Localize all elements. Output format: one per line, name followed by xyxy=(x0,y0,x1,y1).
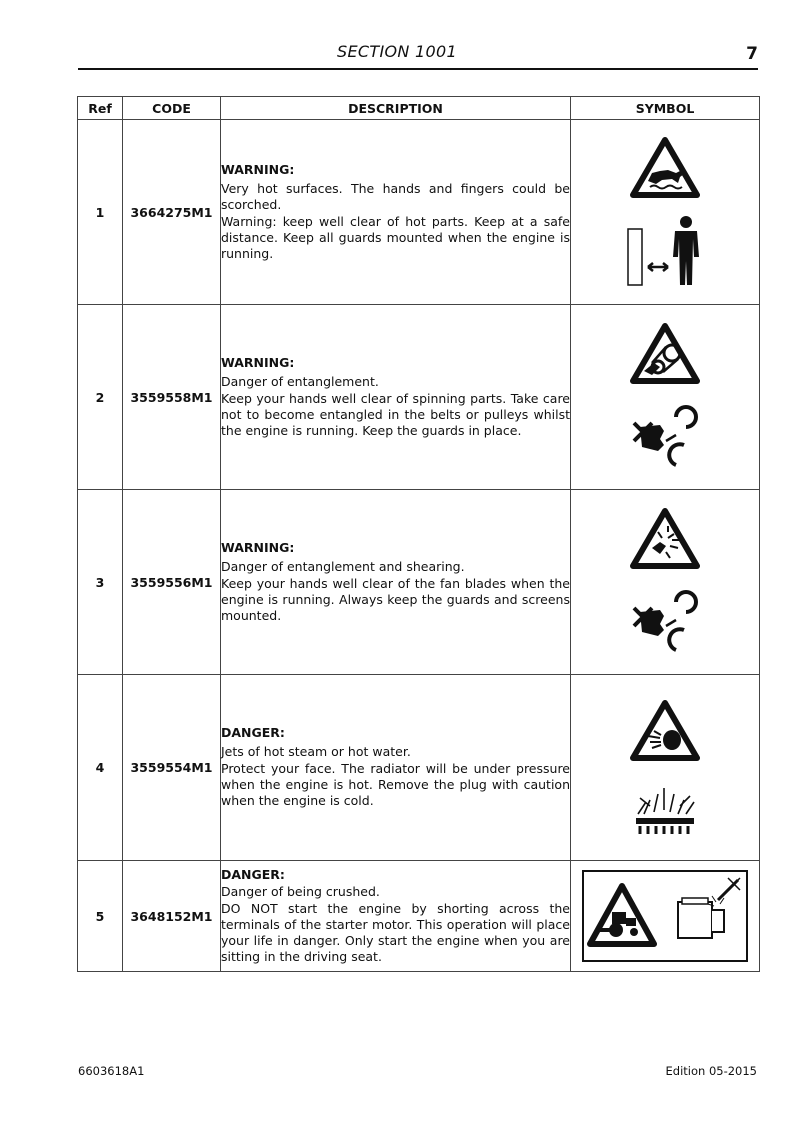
rotating-parts-hand-icon xyxy=(630,590,700,656)
description-line: Keep your hands well clear of spinning parts. Take care not to become entangled in the belts or pulleys whilst the engine is running. Keep the guards in place. xyxy=(221,390,570,438)
row-symbol xyxy=(571,675,760,861)
rotating-parts-hand-icon xyxy=(630,405,700,471)
description-line: Danger of entanglement and shearing. xyxy=(221,558,465,574)
edition-label: Edition 05-2015 xyxy=(665,1064,757,1078)
description-line: Jets of hot steam or hot water. xyxy=(221,744,411,759)
row-code: 3559556M1 xyxy=(123,490,221,675)
description-heading: WARNING: xyxy=(221,354,295,370)
row-ref: 2 xyxy=(78,305,123,490)
safety-symbols-table xyxy=(77,96,760,972)
table-row xyxy=(78,305,760,490)
row-description xyxy=(221,490,571,675)
belt-entanglement-warning-icon xyxy=(630,323,700,385)
description-heading: WARNING: xyxy=(221,539,295,555)
header-ref: Ref xyxy=(78,97,123,120)
header-symbol: SYMBOL xyxy=(571,97,760,120)
hot-surface-warning-icon xyxy=(630,137,700,199)
description-line: Danger of being crushed. xyxy=(221,883,380,899)
description-heading: DANGER: xyxy=(221,866,285,882)
page-number: 7 xyxy=(746,44,758,64)
row-ref: 4 xyxy=(78,675,123,861)
row-ref: 5 xyxy=(78,861,123,972)
table-row xyxy=(78,120,760,305)
header-description: DESCRIPTION xyxy=(221,97,571,120)
row-symbol xyxy=(571,305,760,490)
crush-danger-panel xyxy=(582,870,748,962)
row-ref: 1 xyxy=(78,120,123,305)
section-title: SECTION 1001 xyxy=(337,42,457,61)
table-row xyxy=(78,490,760,675)
fan-blade-warning-icon xyxy=(630,508,700,570)
table-row xyxy=(78,675,760,861)
row-symbol xyxy=(571,861,760,972)
row-ref: 3 xyxy=(78,490,123,675)
header-rule xyxy=(78,68,758,70)
description-line: DO NOT start the engine by shorting across the terminals of the starter motor. This operation will place your life in danger. Only start the engine when you are sitting in the driving seat. xyxy=(221,900,570,964)
row-code: 3559554M1 xyxy=(123,675,221,861)
steam-spray-warning-icon xyxy=(630,700,700,762)
row-symbol xyxy=(571,120,760,305)
description-line: Very hot surfaces. The hands and fingers could be scorched. xyxy=(221,180,570,212)
description-line: Protect your face. The radiator will be under pressure when the engine is hot. Remove the plug with caution when the engine is cold. xyxy=(221,761,570,808)
row-code: 3559558M1 xyxy=(123,305,221,490)
row-description xyxy=(221,861,571,972)
row-code: 3664275M1 xyxy=(123,120,221,305)
header-code: CODE xyxy=(123,97,221,120)
description-heading: DANGER: xyxy=(221,725,285,740)
row-description xyxy=(221,120,571,305)
description-line: Danger of entanglement. xyxy=(221,373,379,389)
table-row xyxy=(78,861,760,972)
table-header-row xyxy=(78,97,760,120)
row-code: 3648152M1 xyxy=(123,861,221,972)
description-heading: WARNING: xyxy=(221,161,295,177)
document-number: 6603618A1 xyxy=(78,1064,145,1078)
row-description xyxy=(221,305,571,490)
description-line: Keep your hands well clear of the fan blades when the engine is running. Always keep the guards and screens mounted. xyxy=(221,575,570,623)
row-symbol xyxy=(571,490,760,675)
description-line: Warning: keep well clear of hot parts. Keep at a safe distance. Keep all guards mounted when the engine is running. xyxy=(221,213,570,261)
radiator-pressure-icon xyxy=(630,784,700,836)
keep-distance-icon xyxy=(622,215,708,287)
row-description xyxy=(221,675,571,861)
